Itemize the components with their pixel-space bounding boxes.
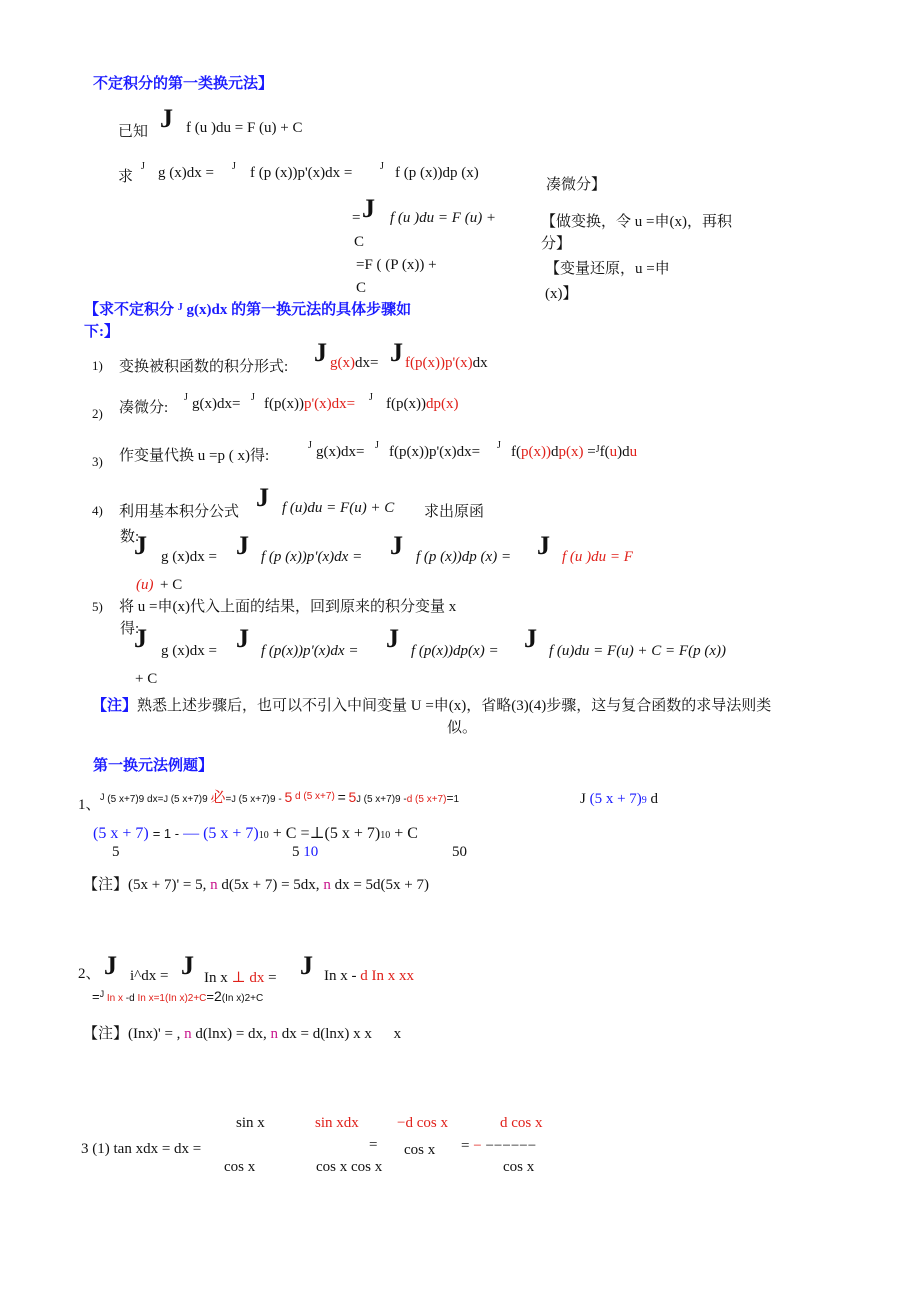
ex1-l2-c: — (5 x + 7)	[183, 825, 259, 842]
ex1-note	[83, 873, 429, 894]
step-number: 5)	[92, 599, 103, 614]
ex1-line1	[100, 786, 459, 807]
step4-part-d: f (u )du = F	[562, 549, 633, 565]
integral-sign: J	[595, 444, 600, 455]
ex1-l1-e: =	[225, 794, 232, 805]
ex1-l1-p: (5 x + 7)	[589, 791, 642, 807]
step2-part-c: p'(x)dx=	[303, 396, 356, 412]
integral-sign: J	[390, 338, 403, 367]
integral-sign: J	[134, 531, 147, 560]
ex3-denominator: cos x	[224, 1159, 256, 1175]
integral-sign: J	[256, 483, 269, 512]
seek-label: 求	[118, 169, 134, 185]
ex2-number: 2、	[78, 966, 101, 982]
note-1-line2: 似。	[447, 720, 478, 736]
ex1-l1-k: (5 x+7)9 -	[363, 794, 407, 805]
steps-header-line2: 下:】	[84, 324, 119, 340]
ex3-denominator: cos x cos x	[316, 1159, 383, 1175]
integral-sign: J	[163, 794, 168, 804]
ex2-part-b	[204, 968, 277, 987]
seek-part-b: f (p (x))p'(x)dx =	[250, 165, 353, 181]
step4-part-e: (u)	[136, 577, 154, 593]
integral-sign: J	[141, 161, 145, 172]
ex2-line2	[92, 988, 263, 1004]
section-title: 不定积分的第一类换元法】	[93, 75, 274, 92]
ex1-l1-c: (5 x+7)9	[170, 794, 208, 805]
step5-line2: 得:	[120, 621, 140, 637]
note-1	[92, 694, 771, 715]
ex3-numerator: sin xdx	[315, 1115, 359, 1131]
ex3-equation: 3 (1) tan xdx = dx =	[81, 1141, 202, 1157]
step3-part-e: d	[551, 444, 559, 460]
ex2-l2-h: (In x)2+C	[221, 993, 264, 1004]
ex1-l1-l: d (5 x+7)	[406, 794, 447, 805]
step3-part-a: g(x)dx=	[316, 444, 365, 460]
step1-formula	[330, 355, 378, 372]
ex1-line2	[93, 823, 418, 843]
ex1-l1-q: 9	[641, 795, 647, 806]
eq2-formula: f (u )du = F (u) +	[390, 210, 497, 226]
note-restore-2: (x)】	[545, 286, 578, 302]
step3-part-d: p(x))	[521, 444, 551, 460]
integral-sign: J	[232, 161, 236, 172]
integral-sign: J	[251, 392, 255, 403]
ex1-l1-r: d	[650, 791, 659, 807]
integral-sign: J	[314, 338, 327, 367]
step1-part-b: dx=	[355, 355, 379, 371]
ex1-l1-o: J	[580, 791, 586, 807]
ex1-line1-end	[580, 791, 658, 808]
ex1-l1-f: (5 x+7)9 -	[238, 794, 282, 805]
step3-part-i: u	[609, 444, 618, 460]
steps-header-b: g(x)dx 的第一换元法的具体步骤如	[186, 302, 412, 318]
ex2-note-b: n	[184, 1026, 192, 1042]
step4-text-b: 求出原函	[424, 504, 485, 520]
ex2-f: In x -	[324, 968, 357, 984]
ex1-note-d: n	[323, 877, 331, 893]
ex1-l1-m: =	[446, 791, 454, 805]
note-tag: 【注】	[83, 1026, 129, 1042]
integral-sign: J	[380, 161, 384, 172]
eq3-formula: =F ( (P (x)) +	[356, 257, 437, 273]
ex2-note-a: (Inx)' = ,	[128, 1026, 181, 1042]
step3-part-g: =	[583, 444, 596, 460]
step3-part-k: u	[629, 444, 638, 460]
integral-sign: J	[390, 531, 403, 560]
step4-part-f: + C	[160, 577, 183, 593]
ex2-note-f: x	[393, 1026, 402, 1042]
ex1-l2-d: 10	[258, 830, 269, 841]
integral-sign: J	[497, 440, 501, 451]
ex1-denominator: 5	[112, 844, 120, 860]
step4-formula: f (u)du = F(u) + C	[282, 500, 395, 516]
ex2-l2-c: -d	[125, 993, 135, 1004]
step1-part-d: dx	[472, 355, 488, 371]
integral-sign: J	[356, 794, 361, 804]
note-1-text: 熟悉上述步骤后，也可以不引入中间变量 U =申(x)，省略(3)(4)步骤，这与复合函数的求导法则类	[137, 698, 772, 714]
ex1-l2-h: 10	[380, 830, 391, 841]
ex2-l2-a: =	[92, 989, 100, 1004]
known-label: 已知	[118, 124, 149, 140]
step-number: 2)	[92, 406, 103, 421]
ex2-note-e: dx = d(lnx) x x	[281, 1026, 372, 1042]
ex2-d: dx	[249, 970, 265, 986]
step5-part-b: f (p(x))p'(x)dx =	[261, 643, 359, 659]
step3-part-f: p(x)	[558, 444, 584, 460]
ex1-note-b: n	[210, 877, 218, 893]
step2-part-b: f(p(x))	[264, 396, 304, 412]
ex1-l3-b: 5	[292, 844, 300, 860]
ex1-note-e: dx = 5d(5x + 7)	[334, 877, 429, 893]
ex1-l3-c: 10	[303, 844, 319, 860]
ex2-b: In x	[204, 970, 228, 986]
integral-sign: J	[369, 392, 373, 403]
seek-part-a: g (x)dx =	[158, 165, 214, 181]
integral-sign: J	[308, 440, 312, 451]
integral-sign: J	[231, 794, 236, 804]
note-change-2: 分】	[541, 236, 572, 252]
step-number: 3)	[92, 454, 103, 469]
ex1-l1-g: 5	[284, 789, 293, 805]
integral-sign: J	[134, 624, 147, 653]
ex2-note	[83, 1022, 401, 1043]
ex3-denominator: cos x	[404, 1142, 436, 1158]
integral-sign: J	[537, 531, 550, 560]
step4-line2: 数:	[120, 529, 140, 545]
ex3-numerator: sin x	[236, 1115, 265, 1131]
integral-sign: J	[100, 792, 105, 802]
step1-text: 变换被积函数的积分形式:	[119, 359, 289, 375]
ex2-note-c: d(lnx) = dx,	[195, 1026, 267, 1042]
step1-part-c: f(p(x))p'(x)	[405, 355, 473, 371]
ex1-l1-n: 1	[453, 794, 460, 805]
ex1-l1-h: d (5 x+7)	[295, 791, 335, 802]
ex2-l2-b: In x	[106, 993, 123, 1004]
step2-part-d: f(p(x))	[386, 396, 426, 412]
integral-sign: J	[184, 392, 188, 403]
integral-sign: J	[236, 531, 249, 560]
ex1-l1-j: 5	[348, 789, 357, 805]
ex1-l2-b: = 1 -	[152, 826, 180, 841]
step2-part-e: dp(x)	[425, 396, 459, 412]
ex2-l2-d: In x	[137, 993, 154, 1004]
step-number: 1)	[92, 358, 103, 373]
ex3-mid-d: =	[461, 1138, 470, 1154]
step1-part-a: g(x)	[330, 355, 355, 371]
step2-part-a: g(x)dx=	[192, 396, 241, 412]
step3-part-c: f(	[511, 444, 521, 460]
ex3-mid-e: −	[473, 1138, 482, 1154]
step3-part-j: )d	[617, 444, 630, 460]
step5-part-a: g (x)dx =	[161, 643, 217, 659]
steps-header-line1	[84, 298, 411, 319]
step5-part-d: f (u)du = F(u) + C = F(p (x))	[549, 643, 726, 659]
integral-sign: J	[236, 624, 249, 653]
step5-text: 将 u =申(x)代入上面的结果，回到原来的积分变量 x	[119, 599, 457, 615]
step4-text-a: 利用基本积分公式	[119, 504, 240, 520]
eq2-prefix: =	[352, 210, 361, 226]
eq2-constant: C	[354, 234, 365, 250]
ex2-g: d In x xx	[360, 968, 414, 984]
ex1-l1-b: =	[157, 794, 164, 805]
integral-sign: J	[300, 951, 313, 980]
ex1-l2-i: + C	[394, 825, 418, 842]
ex2-c: ⊥	[231, 970, 246, 986]
ex2-note-d: n	[270, 1026, 279, 1042]
step1-formula-2	[405, 355, 488, 372]
ex1-l2-g: (5 x + 7)	[324, 825, 381, 842]
ex2-l2-f: =	[206, 989, 214, 1004]
ex2-part-a: i^dx =	[130, 968, 169, 984]
note-tag: 【注】	[92, 698, 138, 714]
ex3-mid-f: −−−−−−	[485, 1138, 537, 1154]
ex2-part-f	[324, 968, 414, 985]
ex3-numerator: d cos x	[500, 1115, 543, 1131]
integral-sign: J	[104, 951, 117, 980]
ex1-l1-a: (5 x+7)9 dx	[107, 794, 158, 805]
integral-sign: J	[99, 989, 105, 999]
ex1-l2-e: + C =	[272, 825, 310, 842]
ex3-denominator: cos x	[503, 1159, 535, 1175]
eq3-constant: C	[356, 280, 367, 296]
ex1-note-a: (5x + 7)' = 5,	[128, 877, 207, 893]
ex1-l2-a: (5 x + 7)	[93, 825, 149, 842]
integral-sign: J	[524, 624, 537, 653]
step3-part-b: f(p(x))p'(x)dx=	[389, 444, 481, 460]
step4-part-a: g (x)dx =	[161, 549, 217, 565]
ex1-number: 1、	[78, 797, 101, 813]
steps-header-a: 【求不定积分	[84, 302, 175, 318]
step2-formula	[264, 396, 355, 413]
integral-sign: J	[177, 302, 183, 313]
step3-formula	[511, 444, 637, 461]
examples-title: 第一换元法例题】	[93, 757, 214, 774]
ex1-l1-d: 必	[210, 790, 226, 806]
integral-sign: J	[375, 440, 379, 451]
ex3-equals: =	[369, 1137, 378, 1153]
step4-part-c: f (p (x))dp (x) =	[416, 549, 512, 565]
ex2-l2-g: 2	[214, 988, 222, 1004]
step3-part-h: f(	[599, 444, 610, 460]
integral-sign: J	[386, 624, 399, 653]
step2-formula-2	[386, 396, 458, 413]
integral-sign: J	[181, 951, 194, 980]
step2-text: 凑微分:	[119, 400, 169, 416]
step-number: 4)	[92, 503, 103, 518]
step3-text: 作变量代换 u =p ( x)得:	[119, 448, 270, 464]
step5-part-e: + C	[135, 671, 158, 687]
ex3-equals	[461, 1138, 536, 1155]
integral-sign: J	[160, 104, 173, 133]
note-couwei: 凑微分】	[546, 177, 607, 193]
ex2-l2-e: =1(In x)2+C	[153, 993, 207, 1004]
known-formula: f (u )du = F (u) + C	[186, 120, 303, 136]
note-tag: 【注】	[83, 877, 129, 893]
ex1-l2-f: ⊥	[309, 825, 325, 842]
ex1-note-c: d(5x + 7) = 5dx,	[221, 877, 320, 893]
seek-part-c: f (p (x))dp (x)	[395, 165, 479, 181]
ex2-e: =	[268, 970, 277, 986]
ex1-denominator: 50	[452, 844, 467, 860]
ex1-denominator	[292, 844, 318, 861]
ex1-l1-i: =	[337, 789, 346, 805]
integral-sign: J	[362, 194, 375, 223]
step4-part-b: f (p (x))p'(x)dx =	[261, 549, 363, 565]
note-restore-1: 【变量还原，u =申	[545, 261, 670, 277]
ex3-numerator: −d cos x	[397, 1115, 448, 1131]
step5-part-c: f (p(x))dp(x) =	[411, 643, 499, 659]
note-change-1: 【做变换，令 u =申(x)，再积	[541, 214, 732, 230]
